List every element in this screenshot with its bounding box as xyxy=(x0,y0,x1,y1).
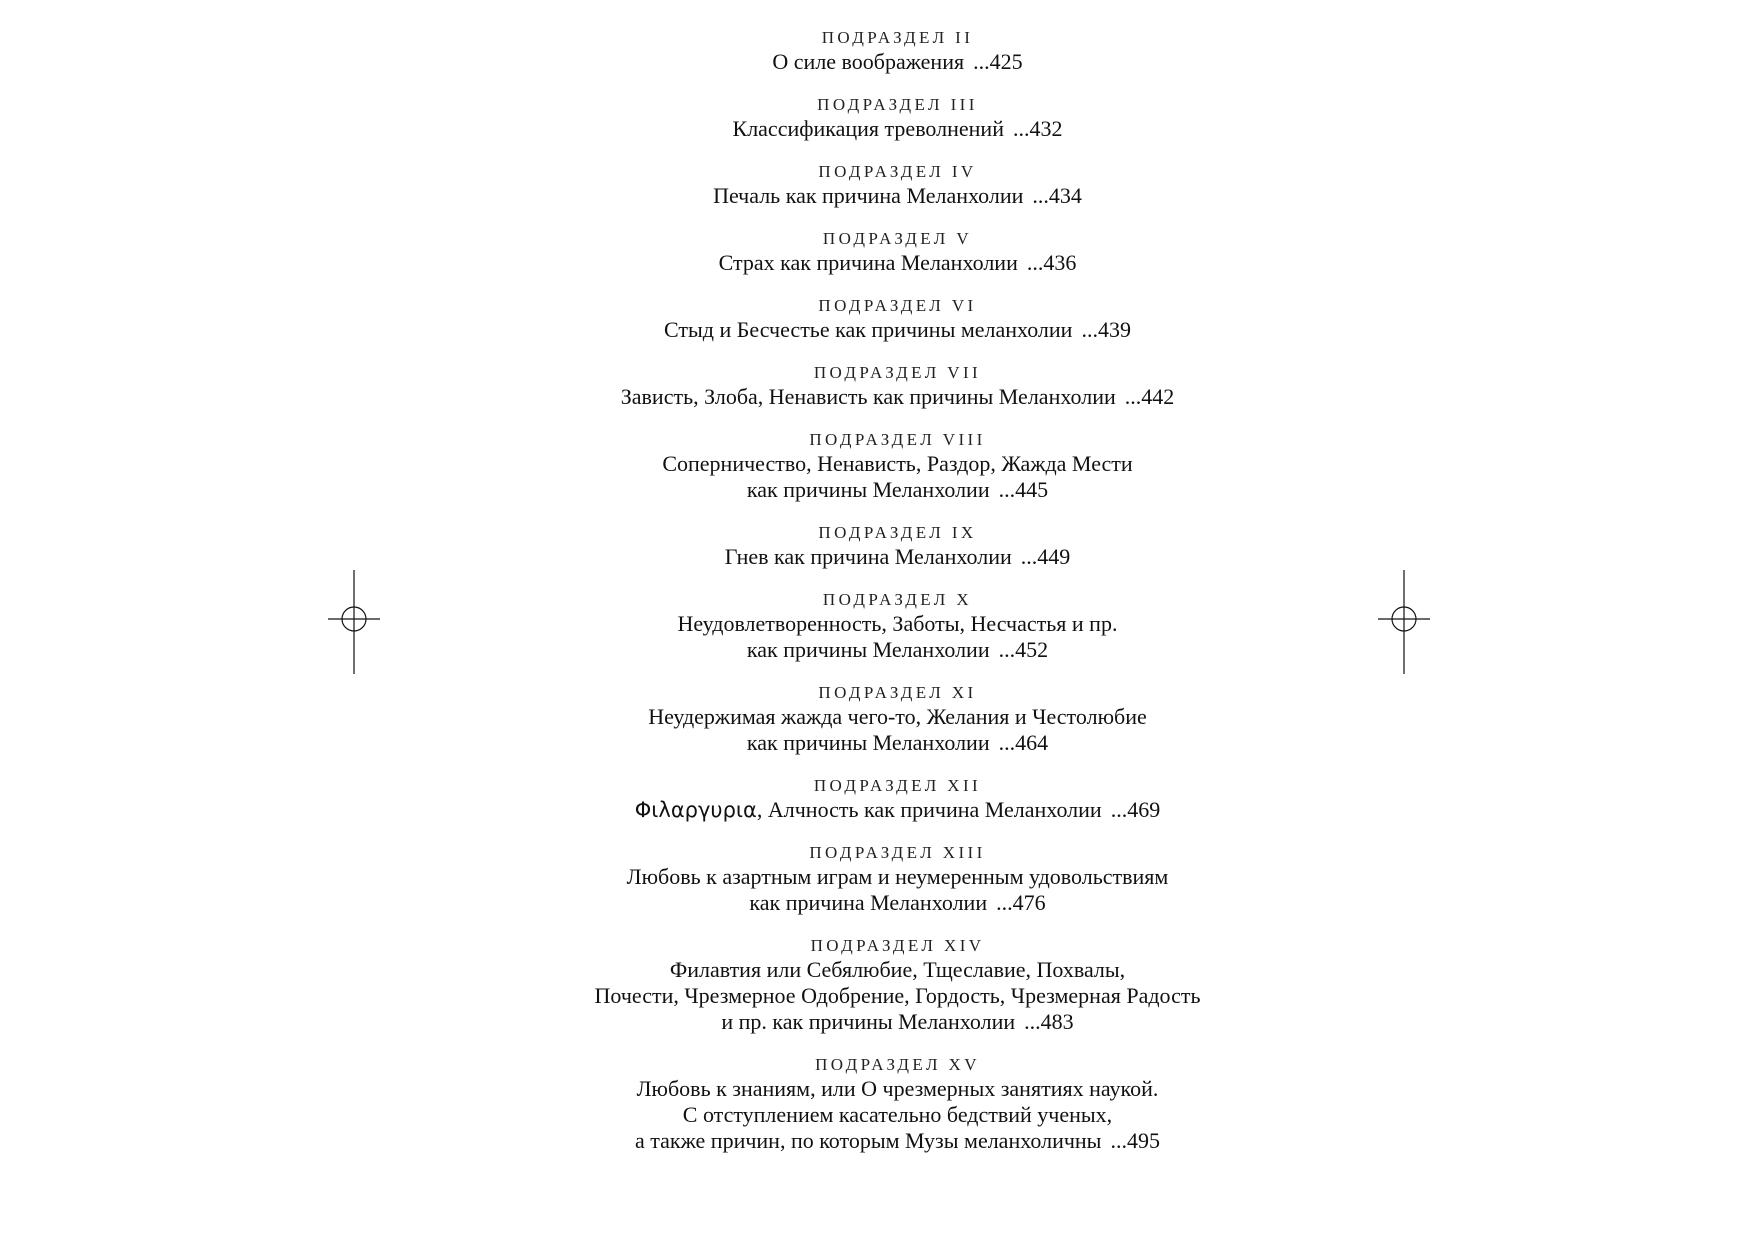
toc-page-number: ...439 xyxy=(1081,317,1131,342)
toc-title-line xyxy=(0,890,1755,916)
toc-title-line xyxy=(0,544,1755,570)
toc-title-line xyxy=(0,384,1755,410)
toc-heading: ПОДРАЗДЕЛ XII xyxy=(813,776,982,795)
toc-title-line: Почести, Чрезмерное Одобрение, Гордость, Чрезмерная Радость xyxy=(594,983,1201,1008)
toc-page-number: ...469 xyxy=(1110,797,1161,822)
toc-entry xyxy=(0,522,1755,570)
table-of-contents xyxy=(0,27,1755,1173)
toc-title-text: и пр. как причины Меланхолии xyxy=(721,1009,1016,1034)
toc-page-number: ...436 xyxy=(1026,250,1077,275)
toc-title-text: О силе воображения xyxy=(772,49,965,74)
toc-page-number: ...442 xyxy=(1124,384,1175,409)
toc-entry xyxy=(0,775,1755,823)
toc-heading: ПОДРАЗДЕЛ VIII xyxy=(809,430,986,449)
toc-title-text: а также причин, по которым Музы меланхоличны xyxy=(635,1128,1102,1153)
toc-title-line xyxy=(0,250,1755,276)
toc-title-text: как причины Меланхолии xyxy=(746,730,990,755)
toc-entry xyxy=(0,935,1755,1035)
toc-title-line: Неудержимая жажда чего-то, Желания и Честолюбие xyxy=(648,704,1147,729)
toc-title-text: как причины Меланхолии xyxy=(746,477,990,502)
toc-heading: ПОДРАЗДЕЛ III xyxy=(817,95,978,114)
toc-entry xyxy=(0,842,1755,916)
toc-page-number: ...445 xyxy=(998,477,1049,502)
toc-title-line xyxy=(0,477,1755,503)
toc-entry xyxy=(0,589,1755,663)
toc-heading: ПОДРАЗДЕЛ XIII xyxy=(809,843,986,862)
toc-title-text: Гнев как причина Меланхолии xyxy=(724,544,1012,569)
toc-title-line xyxy=(0,730,1755,756)
toc-heading: ПОДРАЗДЕЛ IV xyxy=(818,162,977,181)
toc-heading: ПОДРАЗДЕЛ VI xyxy=(818,296,977,315)
toc-title-text: Классификация треволнений xyxy=(732,116,1004,141)
toc-page-number: ...483 xyxy=(1024,1009,1074,1034)
registration-mark-icon xyxy=(1378,570,1430,674)
toc-entry xyxy=(0,228,1755,276)
toc-title-line: Любовь к азартным играм и неумеренным удовольствиям xyxy=(626,864,1169,889)
toc-title-line xyxy=(0,116,1755,142)
toc-page-number: ...449 xyxy=(1020,544,1071,569)
toc-entry xyxy=(0,295,1755,343)
toc-title-text: Страх как причина Меланхолии xyxy=(718,250,1018,275)
toc-title-text: как причины Меланхолии xyxy=(746,637,990,662)
toc-page-number: ...432 xyxy=(1012,116,1063,141)
toc-page-number: ...434 xyxy=(1032,183,1082,208)
toc-heading: ПОДРАЗДЕЛ X xyxy=(822,590,973,609)
toc-page-number: ...464 xyxy=(998,730,1049,755)
toc-entry xyxy=(0,429,1755,503)
greek-term: Φιλαργυρια xyxy=(634,798,757,822)
toc-page-number: ...425 xyxy=(973,49,1023,74)
toc-entry xyxy=(0,362,1755,410)
toc-title-line xyxy=(0,183,1755,209)
toc-title-line xyxy=(0,49,1755,75)
toc-title-line xyxy=(0,797,1755,823)
toc-heading: ПОДРАЗДЕЛ IX xyxy=(818,523,977,542)
toc-title-text: Стыд и Бесчестье как причины меланхолии xyxy=(664,317,1073,342)
toc-title-line: Неудовлетворенность, Заботы, Несчастья и пр. xyxy=(677,611,1118,636)
toc-title-line: Филавтия или Себялюбие, Тщеславие, Похвалы, xyxy=(669,957,1126,982)
toc-page-number: ...495 xyxy=(1110,1128,1160,1153)
toc-title-line: Любовь к знаниям, или О чрезмерных занятиях наукой. xyxy=(636,1076,1159,1101)
toc-entry xyxy=(0,27,1755,75)
toc-title-text: Печаль как причина Меланхолии xyxy=(713,183,1024,208)
toc-title-text: как причина Меланхолии xyxy=(749,890,988,915)
toc-title-line xyxy=(0,1128,1755,1154)
toc-heading: ПОДРАЗДЕЛ XIV xyxy=(810,936,985,955)
toc-entry xyxy=(0,94,1755,142)
toc-title-line xyxy=(0,1009,1755,1035)
toc-title-line: Соперничество, Ненависть, Раздор, Жажда Мести xyxy=(662,451,1133,476)
toc-heading: ПОДРАЗДЕЛ XI xyxy=(818,683,977,702)
toc-title-line xyxy=(0,317,1755,343)
toc-page-number: ...476 xyxy=(996,890,1046,915)
toc-title-text: , Алчность как причина Меланхолии xyxy=(756,797,1102,822)
toc-entry xyxy=(0,682,1755,756)
toc-heading: ПОДРАЗДЕЛ XV xyxy=(815,1055,980,1074)
toc-title-line: С отступлением касательно бедствий ученых, xyxy=(682,1102,1113,1127)
toc-heading: ПОДРАЗДЕЛ V xyxy=(822,229,973,248)
registration-mark-icon xyxy=(328,570,380,674)
toc-entry xyxy=(0,1054,1755,1154)
toc-heading: ПОДРАЗДЕЛ VII xyxy=(813,363,982,382)
toc-entry xyxy=(0,161,1755,209)
toc-heading: ПОДРАЗДЕЛ II xyxy=(821,28,974,47)
toc-page-number: ...452 xyxy=(998,637,1049,662)
toc-title-line xyxy=(0,637,1755,663)
toc-title-text: Зависть, Злоба, Ненависть как причины Меланхолии xyxy=(620,384,1116,409)
